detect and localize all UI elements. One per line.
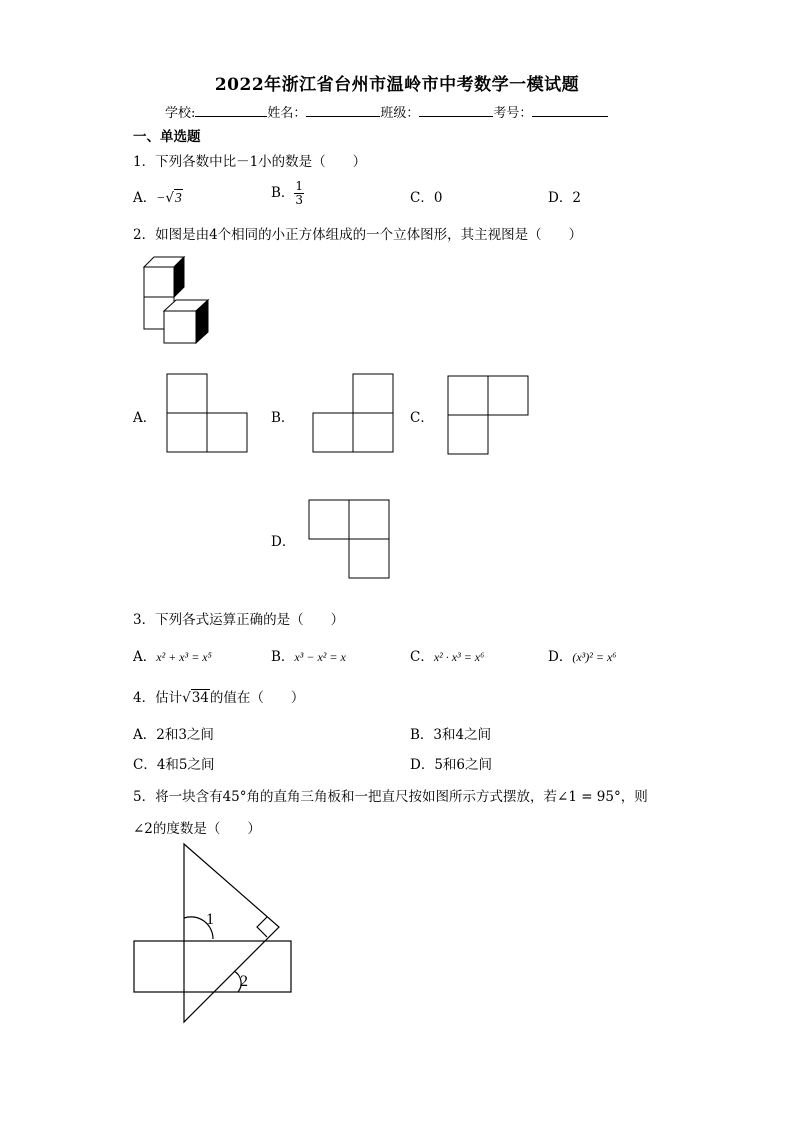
set-square	[184, 844, 279, 1022]
question-2-option-d-label: D．	[271, 534, 296, 550]
question-2-option-b-figure	[312, 373, 394, 453]
question-4-option-b: B．3和4之间	[410, 727, 492, 743]
question-3-option-c: C．x² · x³ = x⁶	[410, 649, 485, 665]
number-blank	[532, 104, 608, 117]
question-1-option-b: B． $\frac{1}{3}$	[271, 179, 304, 207]
class-blank	[419, 104, 493, 117]
number-label: 考号：	[493, 106, 533, 121]
question-1-stem: 1．下列各数中比－1小的数是（ ）	[133, 154, 367, 170]
question-4-stem: 4．估计√34的值在（ ）	[133, 690, 305, 706]
student-info-line	[165, 102, 608, 121]
fraction: $\frac{1}{3}$	[295, 179, 304, 207]
page-title: 2022年浙江省台州市温岭市中考数学一模试题	[214, 75, 580, 95]
cube-stack-figure	[140, 255, 222, 345]
question-5-stem-line-2: ∠2的度数是（ ）	[133, 821, 261, 837]
question-4-option-d: D．5和6之间	[410, 757, 493, 773]
question-2-option-d-figure	[308, 499, 390, 579]
question-2-stem: 2．如图是由4个相同的小正方体组成的一个立体图形，其主视图是（ ）	[133, 227, 583, 243]
question-3-option-a: A．x² + x³ = x⁵	[133, 649, 212, 665]
question-2-option-a-label: A．	[133, 410, 157, 426]
angle-1-label: 1	[206, 911, 214, 928]
question-1-option-c: C．0	[410, 190, 443, 206]
school-label: 学校:	[165, 106, 196, 121]
class-label: 班级：	[380, 106, 420, 121]
angle-2-label: 2	[240, 973, 248, 990]
ruler	[134, 941, 291, 992]
school-blank	[195, 104, 267, 117]
question-2-option-c-figure	[447, 375, 529, 455]
section-heading-single-choice: 一、单选题	[133, 129, 201, 145]
question-2-option-a-figure	[166, 373, 248, 453]
triangle-ruler-figure	[130, 840, 300, 1030]
question-4-option-c: C．4和5之间	[133, 757, 215, 773]
question-3-option-d: D．(x³)² = x⁶	[548, 649, 617, 665]
question-1-option-a: A．−√3	[133, 190, 182, 206]
question-1-option-d: D．2	[548, 190, 581, 206]
question-2-option-b-label: B．	[271, 410, 295, 426]
question-3-option-b: B．x³ − x² = x	[271, 649, 346, 665]
name-blank	[306, 104, 380, 117]
question-3-stem: 3．下列各式运算正确的是（ ）	[133, 612, 345, 628]
question-5-stem-line-1: 5．将一块含有45°角的直角三角板和一把直尺按如图所示方式摆放，若∠1 = 95°，则	[133, 789, 648, 805]
question-2-option-c-label: C．	[410, 410, 434, 426]
question-4-option-a: A．2和3之间	[133, 727, 214, 743]
name-label: 姓名：	[267, 106, 307, 121]
